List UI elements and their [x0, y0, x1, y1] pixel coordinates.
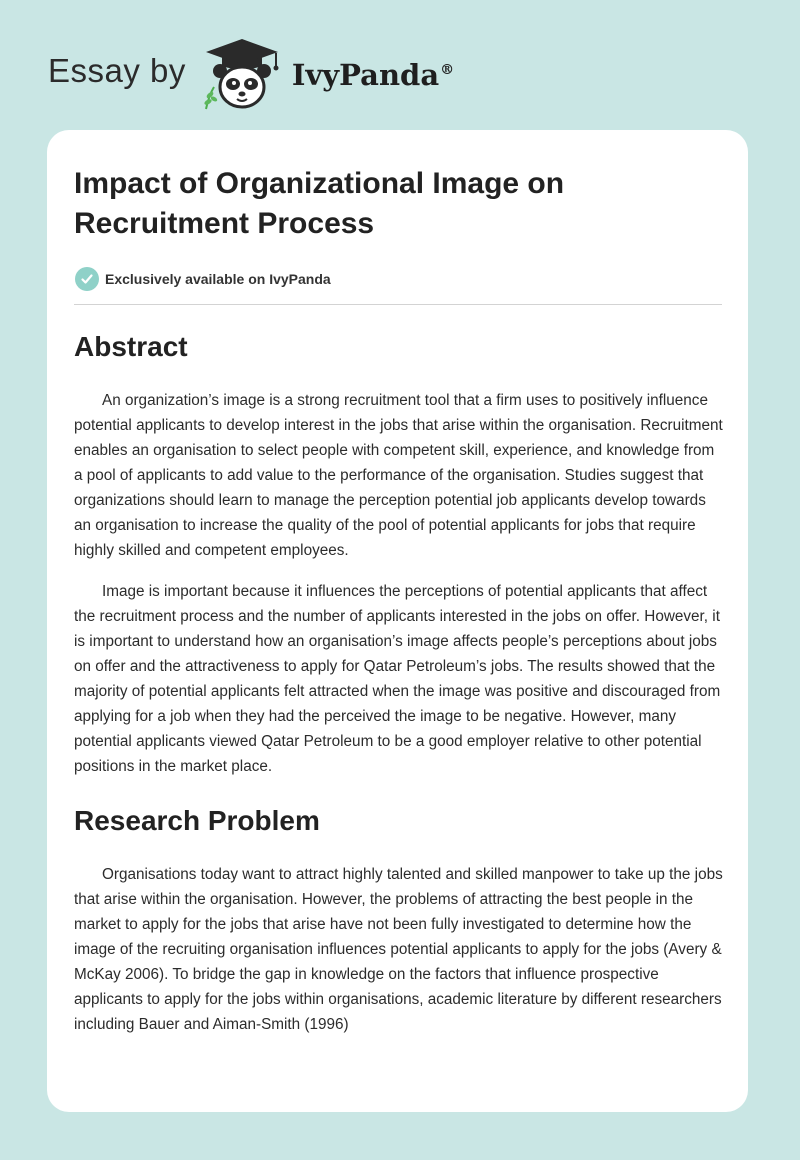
abstract-paragraph-2: Image is important because it influences the perceptions of potential applicants that affect the recruitment process and the number of applicants interested in the jobs on offer. However, it is important to understand how an organisation’s image affects people’s perceptions about jobs on offer and the attractiveness to apply for Qatar Petroleum’s jobs. The results showed that the majority of potential applicants felt attracted when the image was positive and discouraged from applying for a job when they had the perceived the image to be negative. However, many potential applicants viewed Qatar Petroleum to be a good employer relative to other potential positions in the market place.	[74, 583, 721, 775]
research-problem-paragraph-1: Organisations today want to attract highly talented and skilled manpower to take up the jobs that arise within the organisation. However, the problems of attracting the best people in the market to apply for the jobs that arise have not been fully investigated to determine how the image of the recruiting organisation influences potential applicants to apply for the jobs (Avery & McKay 2006). To bridge the gap in knowledge on the factors that influence prospective applicants to apply for the jobs within organisations, academic literature by different researchers including Bauer and Aiman-Smith (1996)	[74, 866, 723, 1033]
panda-graduate-logo-icon[interactable]	[198, 35, 286, 113]
section-heading-research-problem: Research Problem	[74, 805, 320, 836]
exclusive-badge-text: Exclusively available on IvyPanda	[105, 271, 331, 287]
essay-by-label: Essay by	[48, 52, 186, 89]
exclusive-badge	[74, 266, 724, 292]
brand-text: IvyPanda	[291, 58, 440, 92]
registered-mark: ®	[440, 62, 455, 79]
brand-name[interactable]	[292, 58, 454, 92]
title-divider	[74, 304, 722, 305]
site-header	[48, 34, 454, 114]
checkmark-icon	[75, 267, 99, 291]
section-heading-abstract: Abstract	[74, 331, 188, 362]
essay-card	[47, 130, 748, 1112]
essay-title: Impact of Organizational Image on Recruitment Process	[74, 167, 565, 240]
essay-content	[74, 164, 724, 1037]
abstract-paragraph-1: An organization’s image is a strong recruitment tool that a firm uses to positively influence potential applicants to develop interest in the jobs that arise within the organisation. Recruitment enables an organisation to select people with competent skill, experience, and knowledge from a pool of applicants to add value to the performance of the organisation. Studies suggest that organizations should learn to manage the perception potential job applicants develop towards an organisation to increase the quality of the pool of potential applicants for jobs that require highly skilled and competent employees.	[74, 392, 723, 559]
